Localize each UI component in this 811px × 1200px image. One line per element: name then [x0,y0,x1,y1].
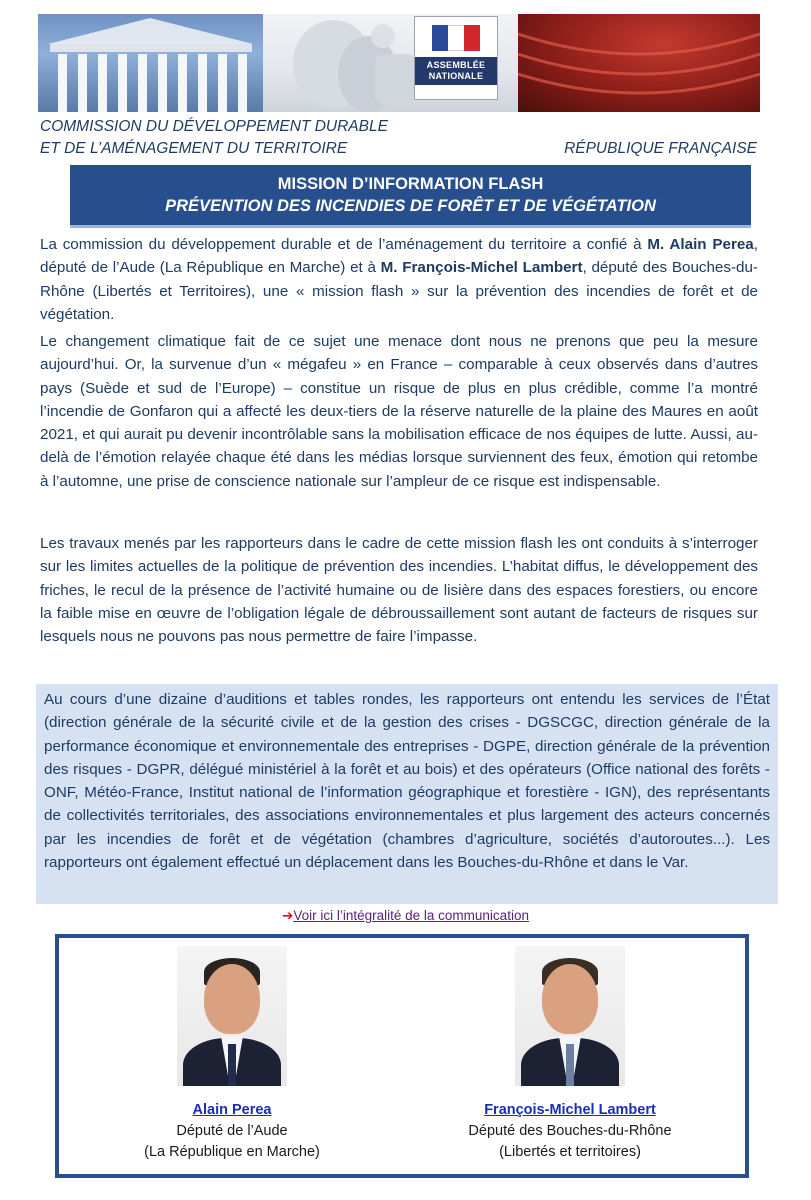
mission-title: MISSION D’INFORMATION FLASH [277,175,544,193]
building-illustration [38,14,263,112]
hemicycle-illustration [518,14,760,112]
hemicycle-photo [518,14,760,112]
tricolor-flag-icon [432,25,480,51]
rapporteur-role: Député des Bouches-du-Rhône [468,1123,672,1139]
rapporteur-name-1: M. Alain Perea [647,236,754,253]
mission-subtitle: PRÉVENTION DES INCENDIES DE FORÊT ET DE VÉGÉTATION [165,197,656,215]
mission-title-bar [70,165,751,228]
full-communication-link[interactable]: Voir ici l’intégralité de la communication [293,908,529,923]
logo-label: ASSEMBLÉE NATIONALE [415,57,497,85]
rapporteur-role: Député de l’Aude [176,1123,288,1139]
communication-link-line [0,907,811,925]
commission-name: COMMISSION DU DÉVELOPPEMENT DURABLE ET DE L’AMÉNAGEMENT DU TERRITOIRE [40,118,388,157]
republique-francaise: RÉPUBLIQUE FRANÇAISE [564,140,757,157]
rapporteur-photo [177,946,287,1086]
rapporteur-card [107,946,357,1163]
rapporteurs-box [55,934,749,1178]
rapporteur-group: (Libertés et territoires) [499,1144,641,1160]
findings-paragraph: Les travaux menés par les rapporteurs dans le cadre de cette mission flash les ont conduits à s’interroger sur les limites actuelles de la politique de prévention des incendies. L’habitat diffus, le développement des friches, le recul de la présence de l’activité humaine ou de lisière dans des espaces forestiers, ou encore la faible mise en œuvre de l’obligation légale de débroussaillement sont autant de facteurs de risques sur lesquels nous ne pouvons pas nous permettre de faire l’impasse. [40,535,758,646]
assemblee-nationale-logo [414,16,498,100]
rapporteur-card [445,946,695,1163]
context-paragraph: Le changement climatique fait de ce sujet une menace dont nous ne prenons que peu la mesure aujourd’hui. Or, la survenue d’un « mégafeu » en France – comparable à ceux observés dans d’autres pays (Suède et sud de l’Europe) – constitue un risque de plus en plus crédible, comme l’a montré l’incendie de Gonfaron qui a affecté les deux-tiers de la réserve naturelle de la plaine des Maures en août 2021, et qui aurait pu devenir incontrôlable sans la mobilisation efficace de nos équipes de lutte. Aussi, au-delà de l’émotion relayée chaque été dans les médias lorsque surviennent des feux, émotion qui retombe à l’automne, une prise de conscience nationale sur l’ampleur de ce risque est indispensable. [40,333,758,490]
arrow-right-icon: ➔ [282,908,294,923]
header-banner [38,14,760,112]
rapporteur-group: (La République en Marche) [144,1144,320,1160]
auditions-paragraph: Au cours d’une dizaine d’auditions et tables rondes, les rapporteurs ont entendu les services de l’État (direction générale de la sécurité civile et de la gestion des crises - DGSCGC, direction générale de la performance économique et environnementale des entreprises - DGPE, direction générale de la prévention des risques - DGPR, délégué ministériel à la forêt et au bois) et des opérateurs (Office national des forêts - ONF, Météo-France, Institut national de l’information géographique et forestière - IGN), des représentants de collectivités territoriales, des associations environnementales et plus largement des acteurs concernés par les incendies de forêt et de végétation (chambres d’agriculture, sociétés d’autoroutes...). Les rapporteurs ont également effectué un déplacement dans les Bouches-du-Rhône et dans le Var. [44,691,770,872]
palais-bourbon-photo [38,14,263,112]
rapporteur-photo [515,946,625,1086]
intro-paragraph: La commission du développement durable et de l’aménagement du territoire a confié à M. Alain Perea, député de l’Aude (La République en Marche) et à M. François-Michel Lambert, député des Bouches-du-Rhône (Libertés et Territoires), une « mission flash » sur la prévention des incendies de forêt et de végétation. [40,236,758,323]
rapporteur-name-link[interactable]: Alain Perea [192,1102,272,1118]
rapporteur-name-2: M. François-Michel Lambert [380,259,583,277]
rapporteur-name-link[interactable]: François-Michel Lambert [484,1102,656,1118]
